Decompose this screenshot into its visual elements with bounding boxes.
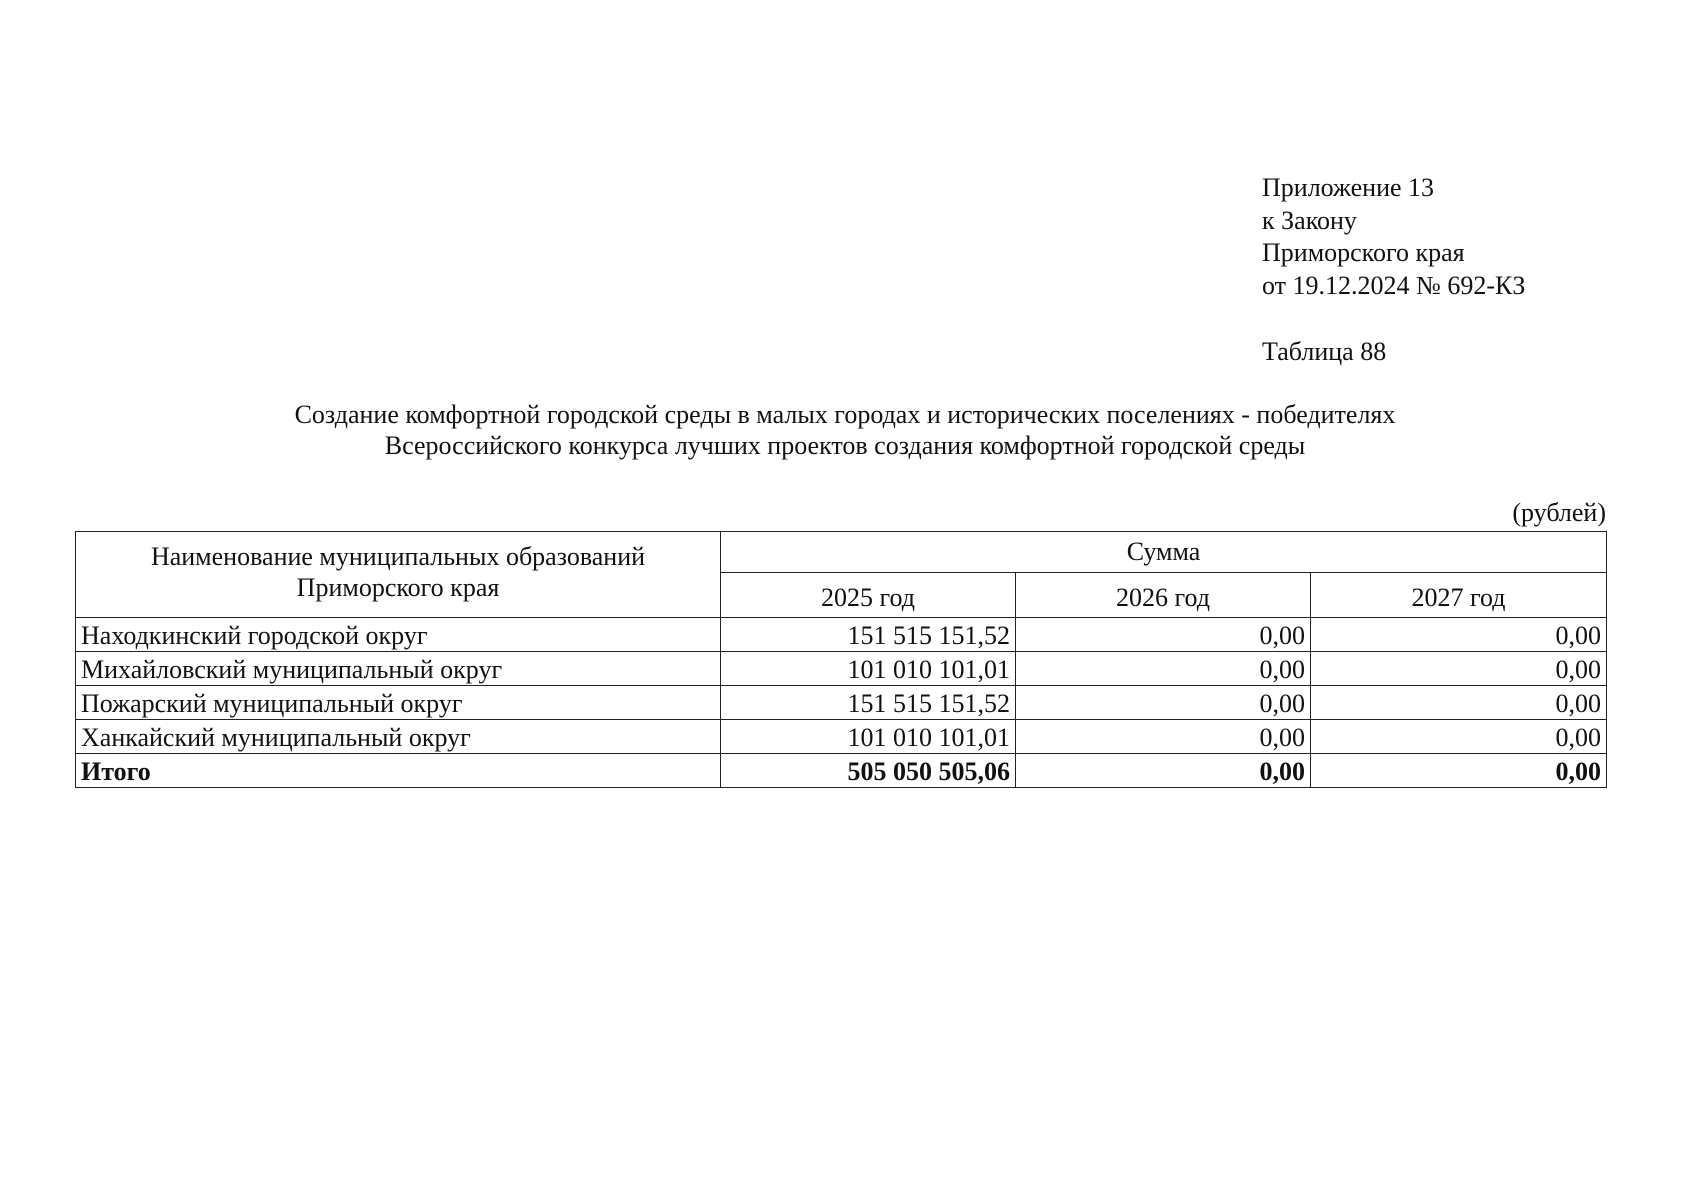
header-municipality-name [76, 532, 721, 618]
annex-date-number: от 19.12.2024 № 692-КЗ [1262, 270, 1526, 300]
amount-2027: 0,00 [1311, 652, 1607, 686]
municipality-name: Пожарский муниципальный округ [76, 686, 721, 720]
annex-number: Приложение 13 [1262, 173, 1435, 202]
total-2025: 505 050 505,06 [721, 754, 1016, 788]
annex-law-ref: к Закону [1262, 205, 1357, 235]
table-row [76, 686, 1607, 720]
amount-2027: 0,00 [1311, 618, 1607, 652]
table-total-row [76, 754, 1607, 788]
total-2027: 0,00 [1311, 754, 1607, 788]
amount-2025: 101 010 101,01 [721, 652, 1016, 686]
header-year-2026: 2026 год [1016, 573, 1311, 618]
header-year-2025: 2025 год [721, 573, 1016, 618]
annex-region: Приморского края [1262, 238, 1465, 267]
document-title [130, 399, 1560, 461]
amount-2025: 151 515 151,52 [721, 618, 1016, 652]
municipality-name: Ханкайский муниципальный округ [76, 720, 721, 754]
amount-2025: 101 010 101,01 [721, 720, 1016, 754]
annex-block [1262, 172, 1525, 302]
amount-2026: 0,00 [1016, 686, 1311, 720]
municipality-name: Находкинский городской округ [76, 618, 721, 652]
table-header-row-1 [76, 532, 1607, 573]
amount-2026: 0,00 [1016, 618, 1311, 652]
amount-2027: 0,00 [1311, 686, 1607, 720]
table-row [76, 652, 1607, 686]
header-year-2027: 2027 год [1311, 573, 1607, 618]
header-sum: Сумма [721, 532, 1607, 573]
header-name-line-2: Приморского края [296, 572, 500, 602]
amount-2025: 151 515 151,52 [721, 686, 1016, 720]
total-label: Итого [76, 754, 721, 788]
amount-2026: 0,00 [1016, 720, 1311, 754]
funding-table [75, 531, 1607, 788]
header-name-line-1: Наименование муниципальных образований [150, 541, 646, 571]
table-row [76, 720, 1607, 754]
total-2026: 0,00 [1016, 754, 1311, 788]
document-title-line-1: Создание комфортной городской среды в малых городах и исторических поселениях - победителях [294, 400, 1396, 429]
units-note: (рублей) [1512, 498, 1606, 527]
amount-2027: 0,00 [1311, 720, 1607, 754]
municipality-name: Михайловский муниципальный округ [76, 652, 721, 686]
amount-2026: 0,00 [1016, 652, 1311, 686]
table-row [76, 618, 1607, 652]
table-number: Таблица 88 [1262, 337, 1387, 366]
document-title-line-2: Всероссийского конкурса лучших проектов создания комфортной городской среды [384, 431, 1306, 460]
